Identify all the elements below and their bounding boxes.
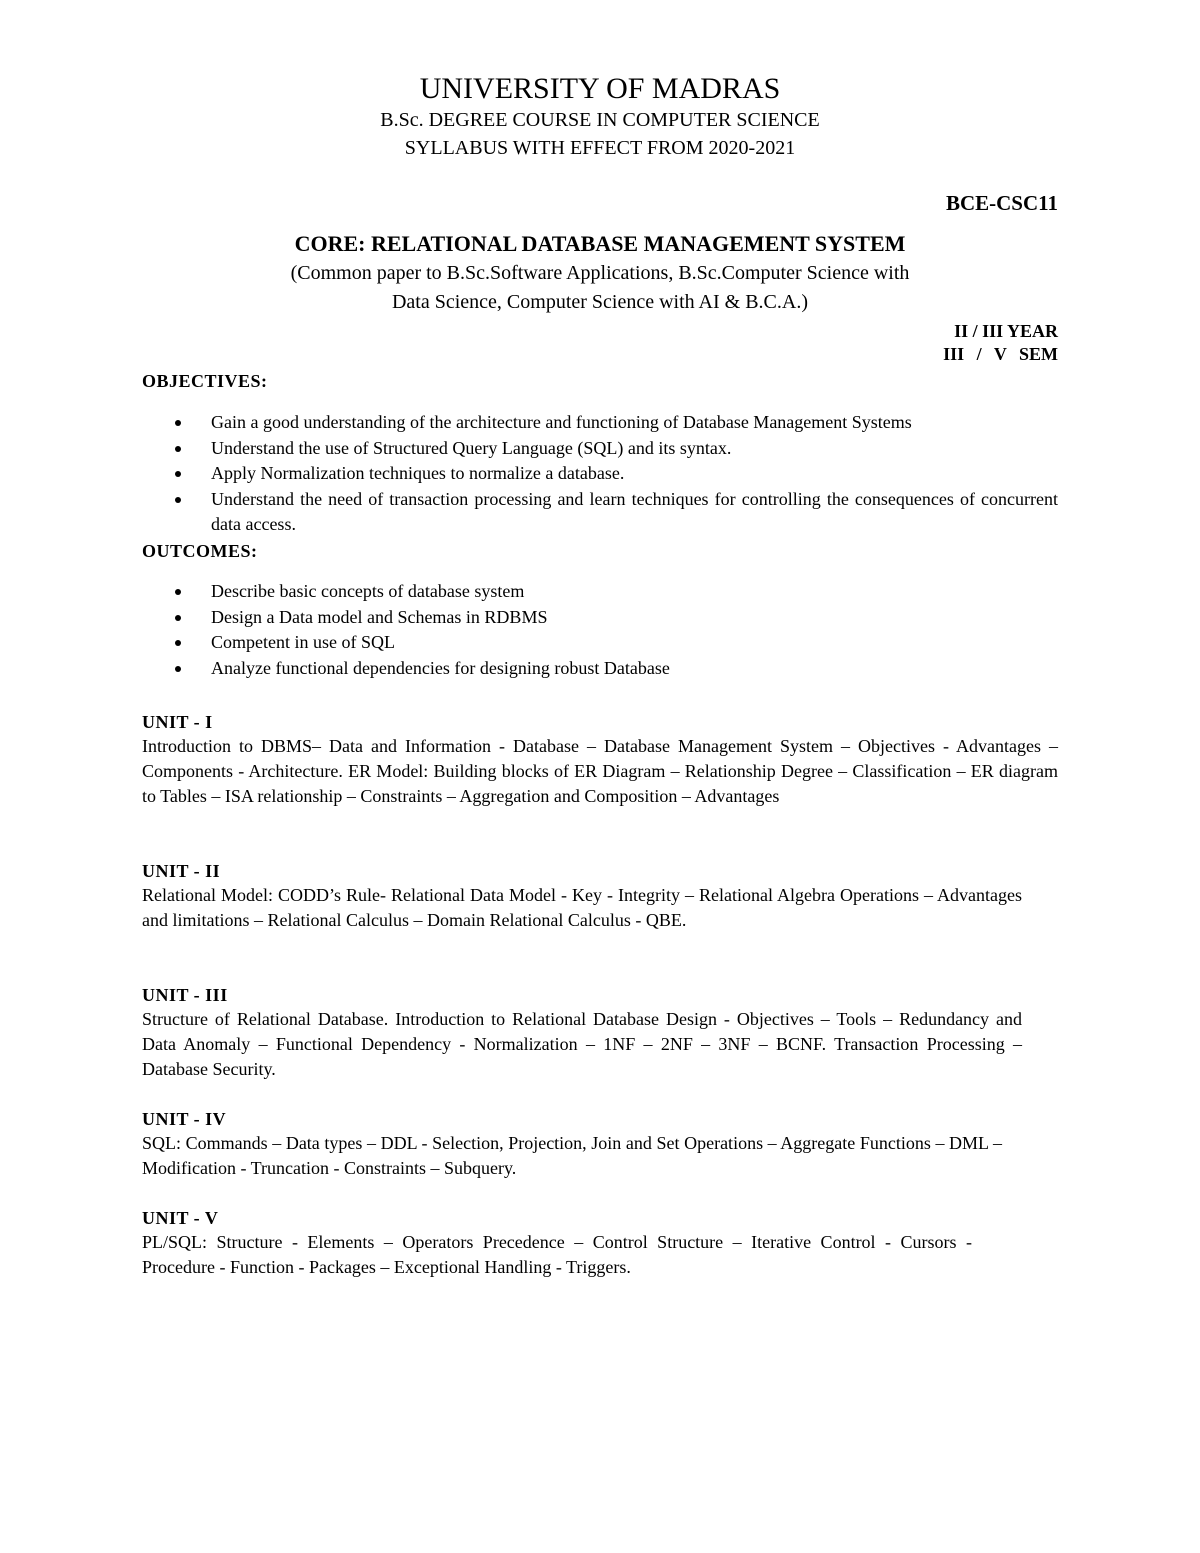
outcome-text: Describe basic concepts of database system [211,581,525,601]
list-item [142,487,1058,538]
list-item [142,630,1058,656]
unit-1-body: Introduction to DBMS– Data and Information - Database – Database Management System – Objectives - Advantages – Components - Architecture. ER Model: Building blocks of ER Diagram – Relationship Degree – Classification – ER diagram to Tables – ISA relationship – Constraints – Aggregation and Composition – Advantages [142,736,1058,806]
list-item [142,410,1058,436]
semester-label: III / V SEM [943,344,1058,364]
unit-5-body: PL/SQL: Structure - Elements – Operators Precedence – Control Structure – Iterative Control - Cursors - Procedure - Function - Packages – Exceptional Handling - Triggers. [142,1232,972,1277]
objectives-heading: OBJECTIVES: [142,371,268,391]
list-item [142,656,1058,682]
objective-text: Understand the use of Structured Query Language (SQL) and its syntax. [211,437,732,458]
unit-4-section [142,1107,1058,1181]
unit-2-body: Relational Model: CODD’s Rule- Relational Data Model - Key - Integrity – Relational Algebra Operations – Advantages and limitations – Relational Calculus – Domain Relational Calculus - QBE. [142,885,1022,930]
objective-text: Apply Normalization techniques to normalize a database. [211,463,625,483]
unit-2-title: UNIT - II [142,861,221,881]
bullet-icon [175,640,181,646]
bullet-icon [175,666,181,672]
unit-3-title: UNIT - III [142,985,228,1005]
syllabus-effect-line: SYLLABUS WITH EFFECT FROM 2020-2021 [404,137,796,159]
outcome-text: Competent in use of SQL [211,632,395,652]
objective-text: Understand the need of transaction processing and learn techniques for controlling the consequences of concurrent data access. [211,488,1058,534]
unit-1-section [142,710,1058,809]
bullet-icon [175,446,181,452]
list-item [142,461,1058,487]
common-paper-note [0,259,1200,317]
bullet-icon [175,497,181,503]
unit-4-title: UNIT - IV [142,1109,227,1129]
degree-title: B.Sc. DEGREE COURSE IN COMPUTER SCIENCE [380,109,820,131]
unit-3-section [142,983,1058,1082]
unit-5-title: UNIT - V [142,1208,219,1228]
unit-2-section [142,859,1058,933]
outcome-text: Design a Data model and Schemas in RDBMS [211,606,548,627]
outcomes-list [142,579,1058,681]
bullet-icon [175,471,181,477]
list-item [142,605,1058,631]
bullet-icon [175,615,181,621]
outcomes-heading: OUTCOMES: [142,541,258,561]
unit-3-body: Structure of Relational Database. Introduction to Relational Database Design - Objectives – Tools – Redundancy and Data Anomaly – Functional Dependency - Normalization – 1NF – 2NF – 3NF – BCNF. Transaction Processing – Database Security. [142,1009,1022,1079]
outcome-text: Analyze functional dependencies for designing robust Database [211,657,670,678]
objective-text: Gain a good understanding of the architecture and functioning of Database Management Systems [211,412,912,432]
common-paper-line-2: Data Science, Computer Science with AI & B.C.A.) [391,291,808,313]
objectives-list [142,410,1058,538]
bullet-icon [175,420,181,426]
bullet-icon [175,589,181,595]
course-code: BCE-CSC11 [945,191,1058,215]
unit-1-title: UNIT - I [142,712,213,732]
course-title: CORE: RELATIONAL DATABASE MANAGEMENT SYSTEM [294,231,906,256]
common-paper-line-1: (Common paper to B.Sc.Software Applications, B.Sc.Computer Science with [290,262,910,284]
unit-4-body: SQL: Commands – Data types – DDL - Selection, Projection, Join and Set Operations – Aggregate Functions – DML – Modification - Truncation - Constraints – Subquery. [142,1133,1002,1178]
university-title: UNIVERSITY OF MADRAS [419,72,781,105]
list-item [142,579,1058,605]
unit-5-section [142,1206,1058,1280]
year-label: II / III YEAR [954,321,1058,341]
list-item [142,436,1058,462]
